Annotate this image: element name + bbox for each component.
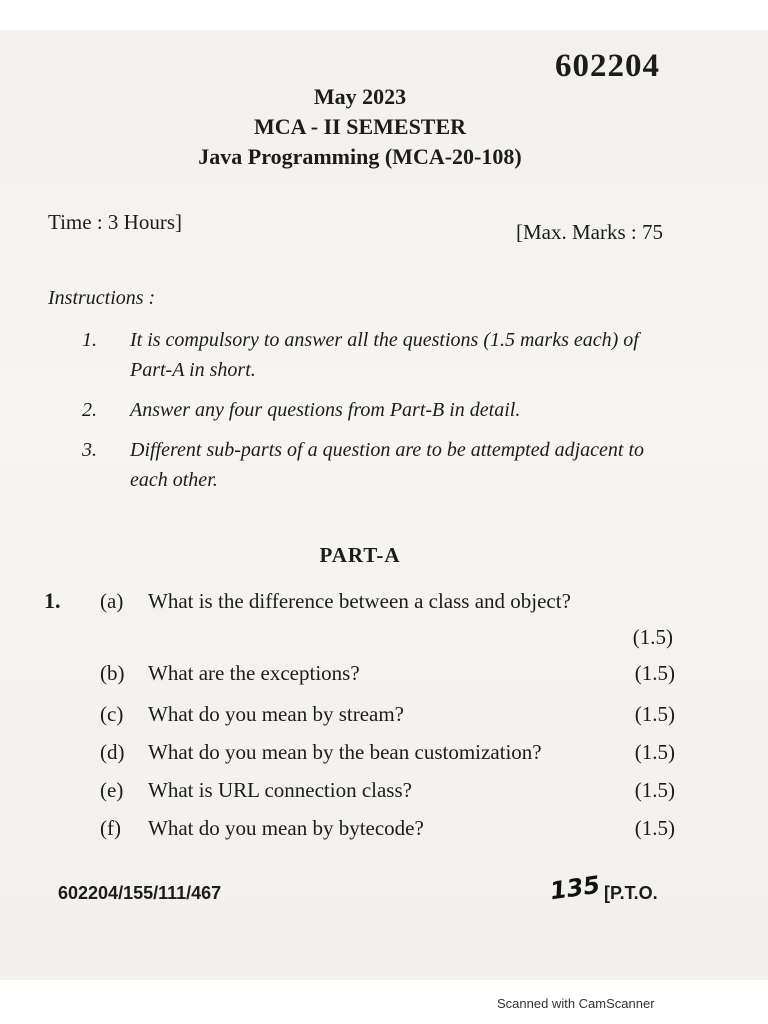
instruction-text: Different sub-parts of a question are to be attempted adjacent to each other. xyxy=(130,439,645,491)
subpart-marks: (1.5) xyxy=(632,625,673,649)
question-subpart-c xyxy=(100,702,675,727)
pto-label: [P.T.O. xyxy=(604,883,658,903)
paper-code: 602204 xyxy=(555,48,660,84)
exam-time: Time : 3 Hours] xyxy=(48,210,182,234)
question-number: 1. xyxy=(44,588,61,613)
subpart-label: (a) xyxy=(100,589,124,613)
subpart-text: What do you mean by the bean customization? xyxy=(148,740,542,764)
subpart-text: What is the difference between a class and object? xyxy=(148,589,571,613)
handwritten-number: 135 xyxy=(548,870,602,906)
subpart-label: (e) xyxy=(100,778,124,802)
question-subpart-b xyxy=(100,661,675,686)
question-subpart-d xyxy=(100,740,675,765)
exam-program: MCA - II SEMESTER xyxy=(253,114,467,139)
instruction-text: It is compulsory to answer all the questions (1.5 marks each) of Part-A in short. xyxy=(130,329,639,381)
subpart-label: (d) xyxy=(100,740,125,764)
instruction-item xyxy=(82,435,682,495)
subpart-marks: (1.5) xyxy=(634,778,675,802)
subpart-text: What are the exceptions? xyxy=(148,661,360,685)
exam-subject: Java Programming (MCA-20-108) xyxy=(198,144,522,169)
instruction-number: 1. xyxy=(82,329,97,351)
part-a-heading: PART-A xyxy=(319,543,401,567)
instruction-text: Answer any four questions from Part-B in detail. xyxy=(130,399,521,421)
footer-paper-code: 602204/155/111/467 xyxy=(58,883,222,903)
question-subpart-e xyxy=(100,778,675,803)
question-subpart-a xyxy=(100,589,675,614)
instruction-number: 2. xyxy=(82,399,97,421)
exam-max-marks: [Max. Marks : 75 xyxy=(516,220,663,244)
exam-date: May 2023 xyxy=(313,84,407,109)
subpart-text: What do you mean by stream? xyxy=(148,702,404,726)
subpart-text: What do you mean by bytecode? xyxy=(148,816,424,840)
subpart-marks: (1.5) xyxy=(634,740,675,764)
scanner-watermark: Scanned with CamScanner xyxy=(497,996,655,1011)
subpart-marks: (1.5) xyxy=(634,702,675,726)
instructions-title: Instructions : xyxy=(48,287,156,309)
subpart-label: (c) xyxy=(100,702,124,726)
instruction-item xyxy=(82,395,682,425)
subpart-marks: (1.5) xyxy=(634,661,675,685)
subpart-marks: (1.5) xyxy=(634,816,675,840)
subpart-label: (f) xyxy=(100,816,121,840)
question-subpart-f xyxy=(100,816,675,841)
instruction-item xyxy=(82,325,682,385)
instruction-number: 3. xyxy=(82,439,97,461)
subpart-text: What is URL connection class? xyxy=(148,778,412,802)
subpart-label: (b) xyxy=(100,661,125,685)
